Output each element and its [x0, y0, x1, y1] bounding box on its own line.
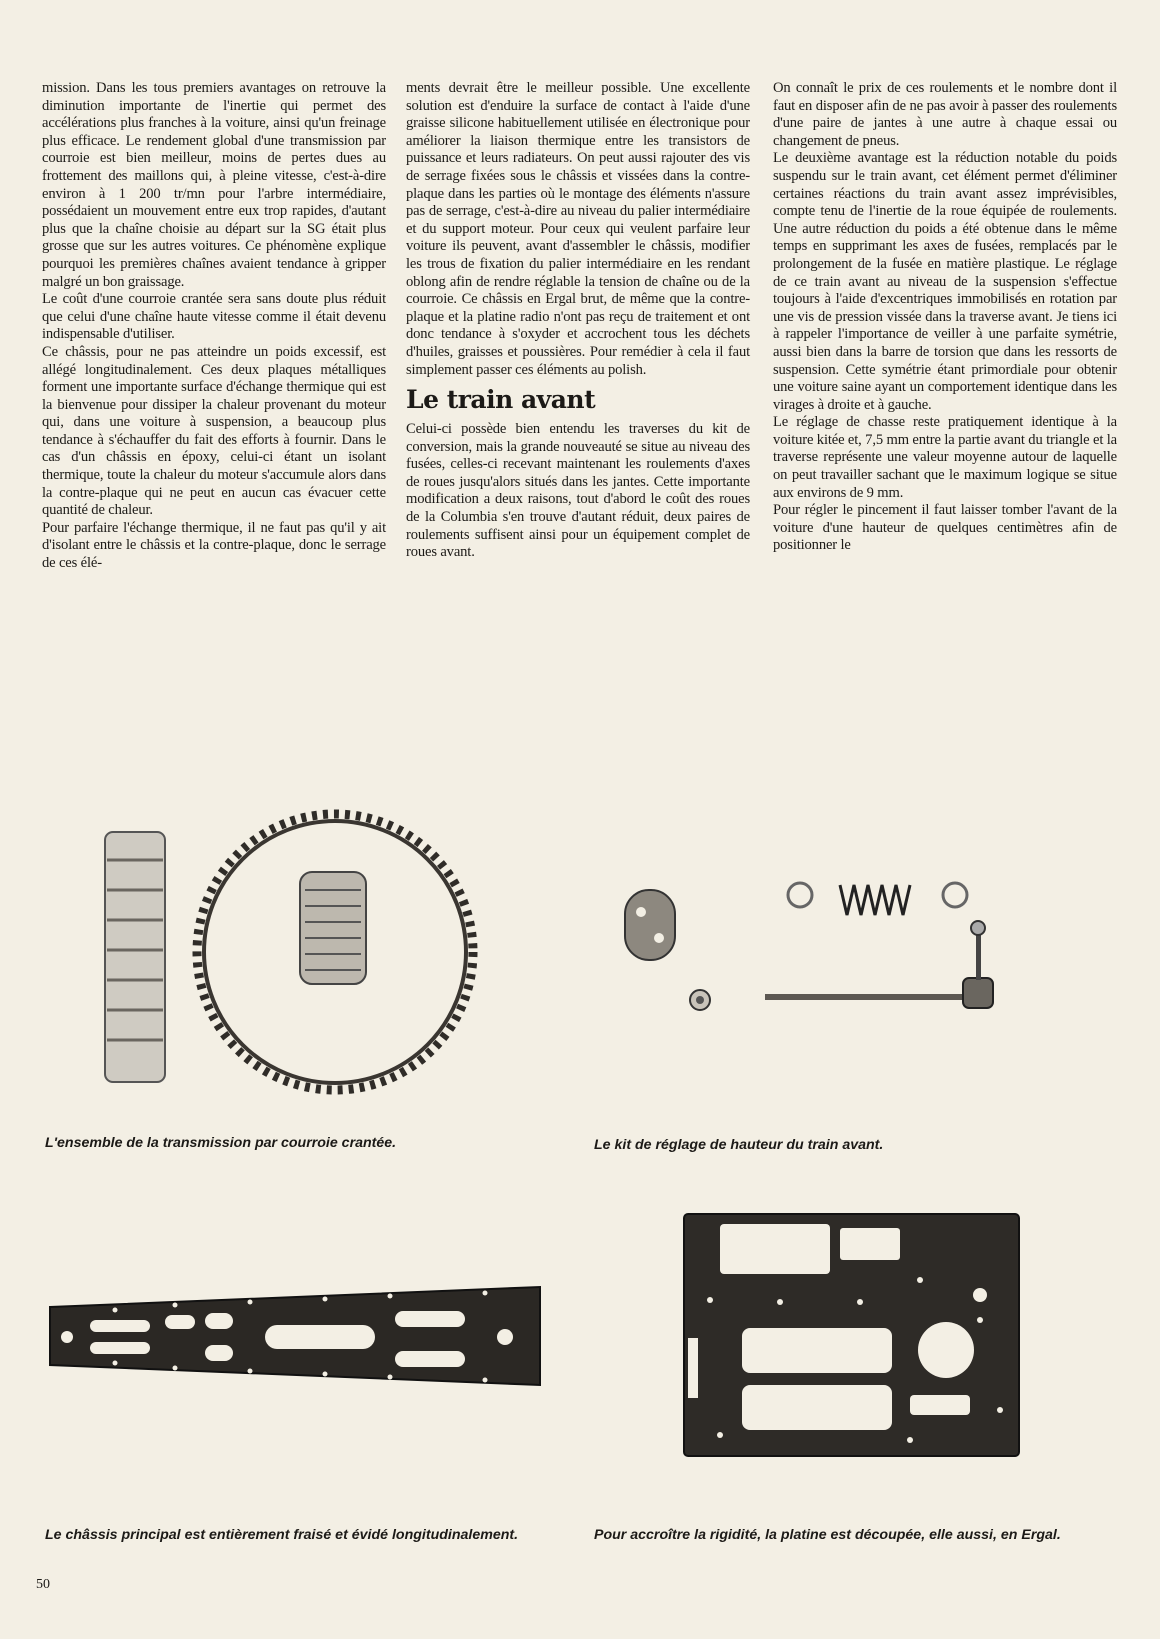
text-column-1 [42, 80, 386, 573]
paragraph: Le coût d'une courroie crantée sera sans doute plus réduit que celui d'une chaîne haute vitesse comme il était devenu indispensable d'utiliser. [42, 291, 386, 343]
paragraph: ments devrait être le meilleur possible. Une excellente solution est d'enduire la surface de contact à l'aide d'une graisse silicone habituellement utilisée en électronique pour améliorer la liaison thermique entre les transistors de puissance et leurs radiateurs. On peut aussi rajouter des vis de serrage fixées sous le châssis et vissées dans la contre-plaque dans les parties où le montage des éléments n'assure pas de serrage, c'est-à-dire au niveau du palier intermédiaire et du support moteur. Pour ceux qui veulent parfaire leur voiture ils peuvent, avant d'assembler le châssis, modifier les trous de fixation du palier intermédiaire en les rendant oblong afin de rendre réglable la tension de chaîne ou de la courroie. Ce châssis en Ergal brut, de même que la contre-plaque et la platine radio n'ont pas reçu de traitement et ont donc tendance à s'oxyder et accrochent tous les déchets d'huiles, graisses et poussières. Pour remédier à cela il faut simplement passer ces éléments au polish. [406, 80, 750, 378]
paragraph: mission. Dans les tous premiers avantages on retrouve la diminution importante de l'inertie qui permet des accélérations plus franches à la voiture, ainsi qu'un freinage plus efficace. Le rendement global d'une transmission par courroie est bien meilleur, moins de pertes dues au frottement des maillons qui, à pleine vitesse, c'est-à-dire environ à 1 200 tr/mn pour l'arbre intermédiaire, possédaient un mouvement entre eux trop rapides, d'autant plus que la chaîne choisie au départ sur la SG était plus grosse que sur les autres voitures. Ce phénomène explique pourquoi les premières chaînes avaient tendance à gripper malgré un bon graissage. [42, 80, 386, 290]
caption-platine: Pour accroître la rigidité, la platine est découpée, elle aussi, en Ergal. [594, 1527, 1061, 1543]
belt-transmission-photo [95, 800, 495, 1120]
caption-belt: L'ensemble de la transmission par courroie crantée. [45, 1135, 397, 1151]
text-column-3 [773, 80, 1117, 555]
spring [840, 885, 910, 915]
paragraph: Celui-ci possède bien entendu les traverses du kit de conversion, mais la grande nouveauté se situe au niveau des fusées, celles-ci recevant maintenant les roulements d'axes de roues jusqu'alors situés dans les jantes. Cette importante modification a deux raisons, tout d'abord le coût des roues de la Columbia s'en trouve d'autant réduit, deux paires de roulements suffisent ainsi pour un équipement complet de roues avant. [406, 421, 750, 561]
height-kit-photo [615, 860, 995, 1040]
section-title: Le train avant [406, 385, 596, 415]
eccentric-cam [625, 890, 675, 960]
radio-plate-photo [680, 1210, 1025, 1460]
pulley [300, 872, 366, 984]
text-column-2 [406, 80, 750, 562]
nut [690, 990, 710, 1010]
paragraph: On connaît le prix de ces roulements et le nombre dont il faut en disposer afin de ne pas avoir à passer des roulements d'une paire de jantes à une autre à chaque essai ou changement de pneus. [773, 80, 1117, 149]
paragraph: Le deuxième avantage est la réduction notable du poids suspendu sur le train avant, cet élément permet d'éliminer certaines réactions du train avant assez imprévisibles, compte tenu de l'inertie de la roue équipée de roulements. Une autre réduction du poids a été obtenue dans le même temps en supprimant les axes de fusées, remplacés par le prolongement de la fusée en matière plastique. Le réglage de ce train avant au niveau de la suspension s'effectue toujours à l'aide d'excentriques immobilisés en rotation par une vis de pression vissée dans la traverse avant. Je tiens ici à rappeler l'importance de veiller à une parfaite symétrie, aussi bien dans la barre de torsion que dans les ressorts de suspension. Cette symétrie étant primordiale pour obtenir une voiture saine ayant un comportement identique dans les virages à droite et à gauche. [773, 150, 1117, 413]
paragraph: Le réglage de chasse reste pratiquement identique à la voiture kitée et, 7,5 mm entre la partie avant du triangle et la traverse représente une valeur moyenne autour de laquelle on peut travailler sachant que le maximum logique se situe aux environs de 9 mm. [773, 414, 1117, 501]
caption-chassis: Le châssis principal est entièrement fraisé et évidé longitudinalement. [45, 1527, 519, 1543]
paragraph: Ce châssis, pour ne pas atteindre un poids excessif, est allégé longitudinalement. Ces deux plaques métalliques forment une importante surface d'échange thermique qui est la bienvenue pour dissiper la chaleur provenant du moteur qui, dans une voiture à suspension, a beaucoup plus tendance à s'échauffer du fait des efforts à fournir. Dans le cas d'un châssis en époxy, celui-ci étant un isolant thermique, toute la chaleur du moteur s'accumule alors dans la contre-plaque qui ne peut en aucun cas évacuer cette quantité de chaleur. [42, 343, 386, 519]
axle-with-screw [765, 921, 993, 1008]
caption-kit: Le kit de réglage de hauteur du train avant. [594, 1137, 884, 1153]
paragraph: Pour parfaire l'échange thermique, il ne faut pas qu'il y ait d'isolant entre le châssis et la contre-plaque, donc le serrage de ces élé- [42, 519, 386, 572]
paragraph: Pour régler le pincement il faut laisser tomber l'avant de la voiture d'une hauteur de quelques centimètres afin de positionner le [773, 502, 1117, 554]
gear-side-view [105, 832, 165, 1082]
main-chassis-photo [45, 1285, 545, 1390]
page-number: 50 [36, 1577, 50, 1592]
